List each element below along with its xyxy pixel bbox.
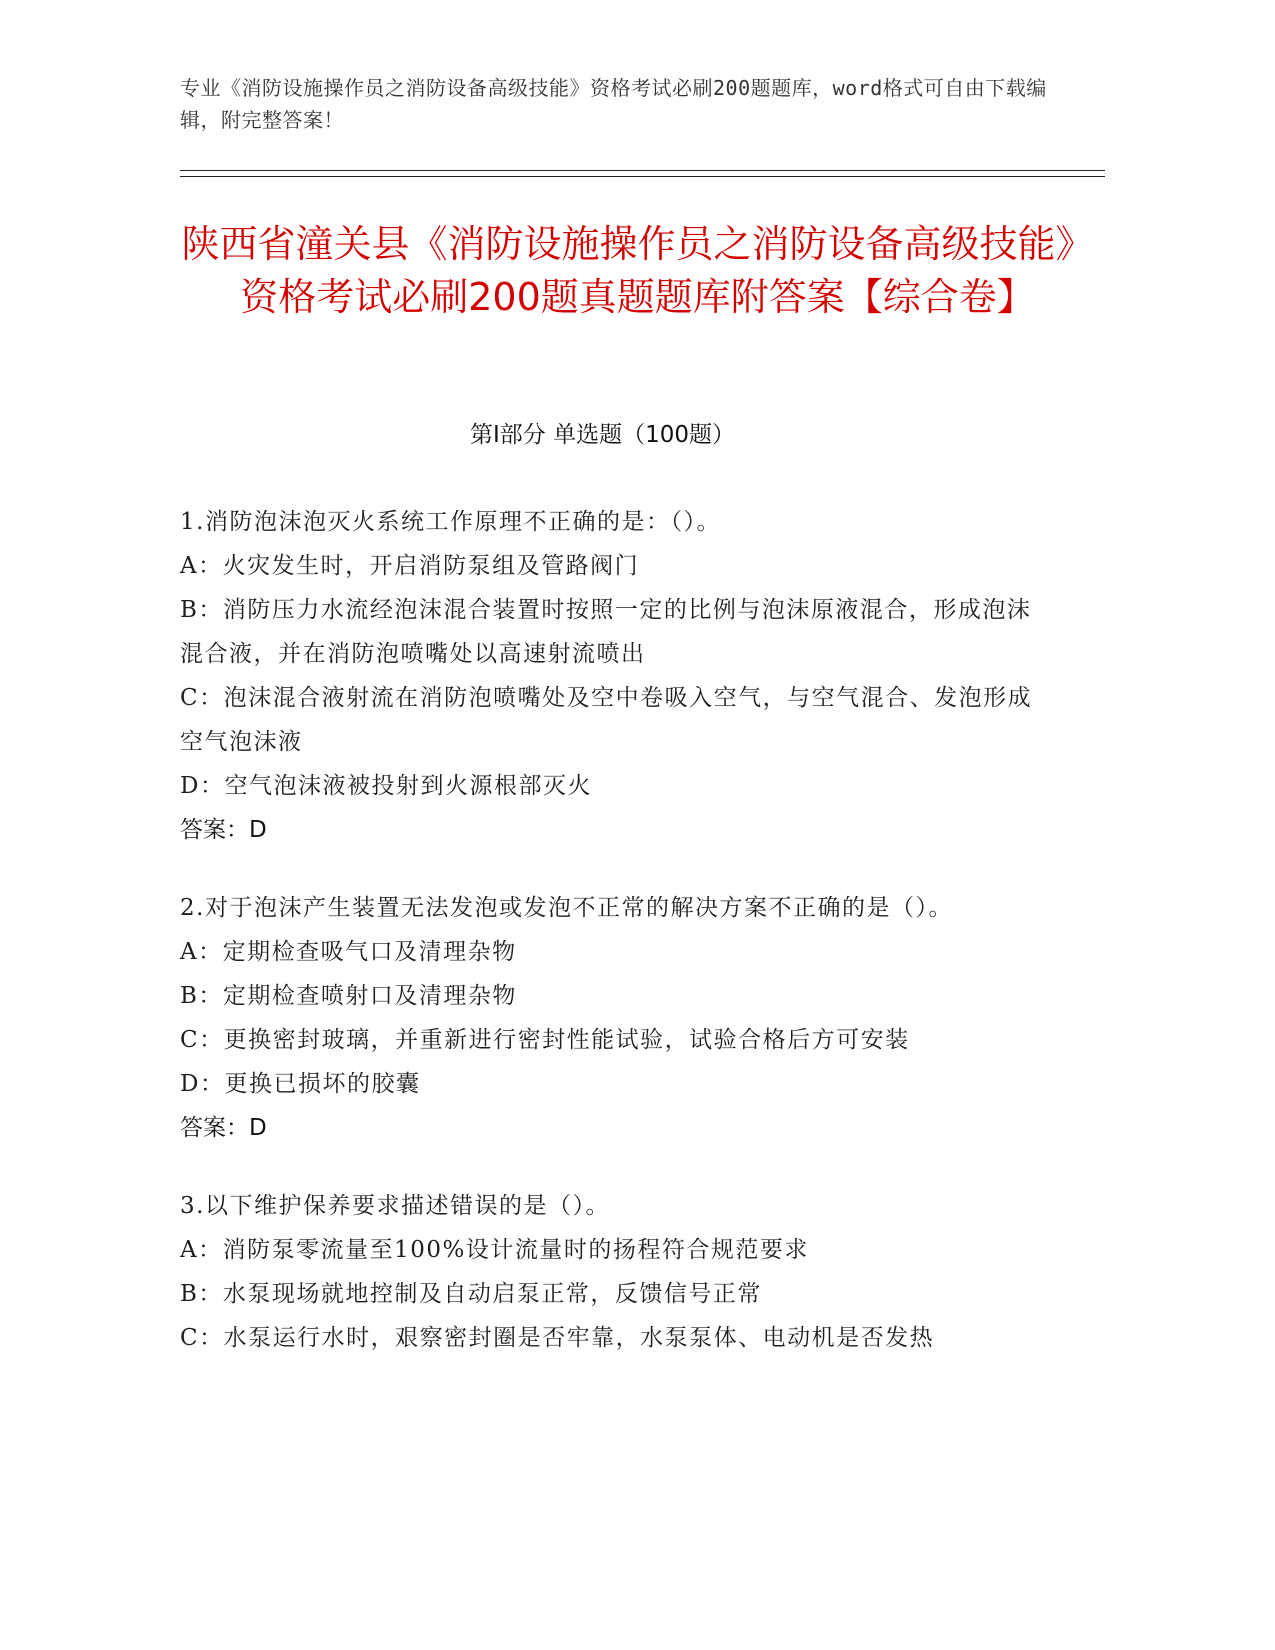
- option-b: B：消防压力水流经泡沫混合装置时按照一定的比例与泡沫原液混合，形成泡沫混合液，并在消防泡喷嘴处以高速射流喷出: [180, 597, 1032, 667]
- question-2: [180, 886, 1040, 1150]
- question-stem: 1.消防泡沫泡灭火系统工作原理不正确的是：（）。: [180, 509, 721, 535]
- question-list: [180, 500, 1040, 1394]
- answer-line: 答案：D: [180, 817, 267, 843]
- option-b: B：水泵现场就地控制及自动启泵正常，反馈信号正常: [180, 1281, 762, 1307]
- option-c: C：水泵运行水时，艰察密封圈是否牢靠，水泵泵体、电动机是否发热: [180, 1325, 935, 1351]
- option-d: D：更换已损坏的胶囊: [180, 1071, 421, 1097]
- question-3: [180, 1184, 1040, 1360]
- header-divider-bottom: [180, 176, 1105, 177]
- option-a: A：消防泵零流量至100%设计流量时的扬程符合规范要求: [180, 1237, 809, 1263]
- question-stem: 3.以下维护保养要求描述错误的是（）。: [180, 1193, 610, 1219]
- question-1: [180, 500, 1040, 852]
- option-d: D：空气泡沫液被投射到火源根部灭火: [180, 773, 592, 799]
- option-a: A：定期检查吸气口及清理杂物: [180, 939, 517, 965]
- option-c: C：更换密封玻璃，并重新进行密封性能试验，试验合格后方可安装: [180, 1027, 910, 1053]
- question-stem: 2.对于泡沫产生装置无法发泡或发泡不正常的解决方案不正确的是（）。: [180, 895, 953, 921]
- document-title: 陕西省潼关县《消防设施操作员之消防设备高级技能》资格考试必刷200题真题题库附答案【综合卷】: [181, 222, 1094, 319]
- option-a: A：火灾发生时，开启消防泵组及管路阀门: [180, 553, 640, 579]
- option-b: B：定期检查喷射口及清理杂物: [180, 983, 517, 1009]
- answer-line: 答案：D: [180, 1115, 267, 1141]
- header-divider-top: [180, 170, 1105, 171]
- section-heading: 第I部分 单选题（100题）: [470, 422, 735, 448]
- option-c: C：泡沫混合液射流在消防泡喷嘴处及空中卷吸入空气，与空气混合、发泡形成空气泡沫液: [180, 685, 1033, 755]
- header-note: 专业《消防设施操作员之消防设备高级技能》资格考试必刷200题题库，word格式可自由下载编辑，附完整答案！: [180, 76, 1047, 132]
